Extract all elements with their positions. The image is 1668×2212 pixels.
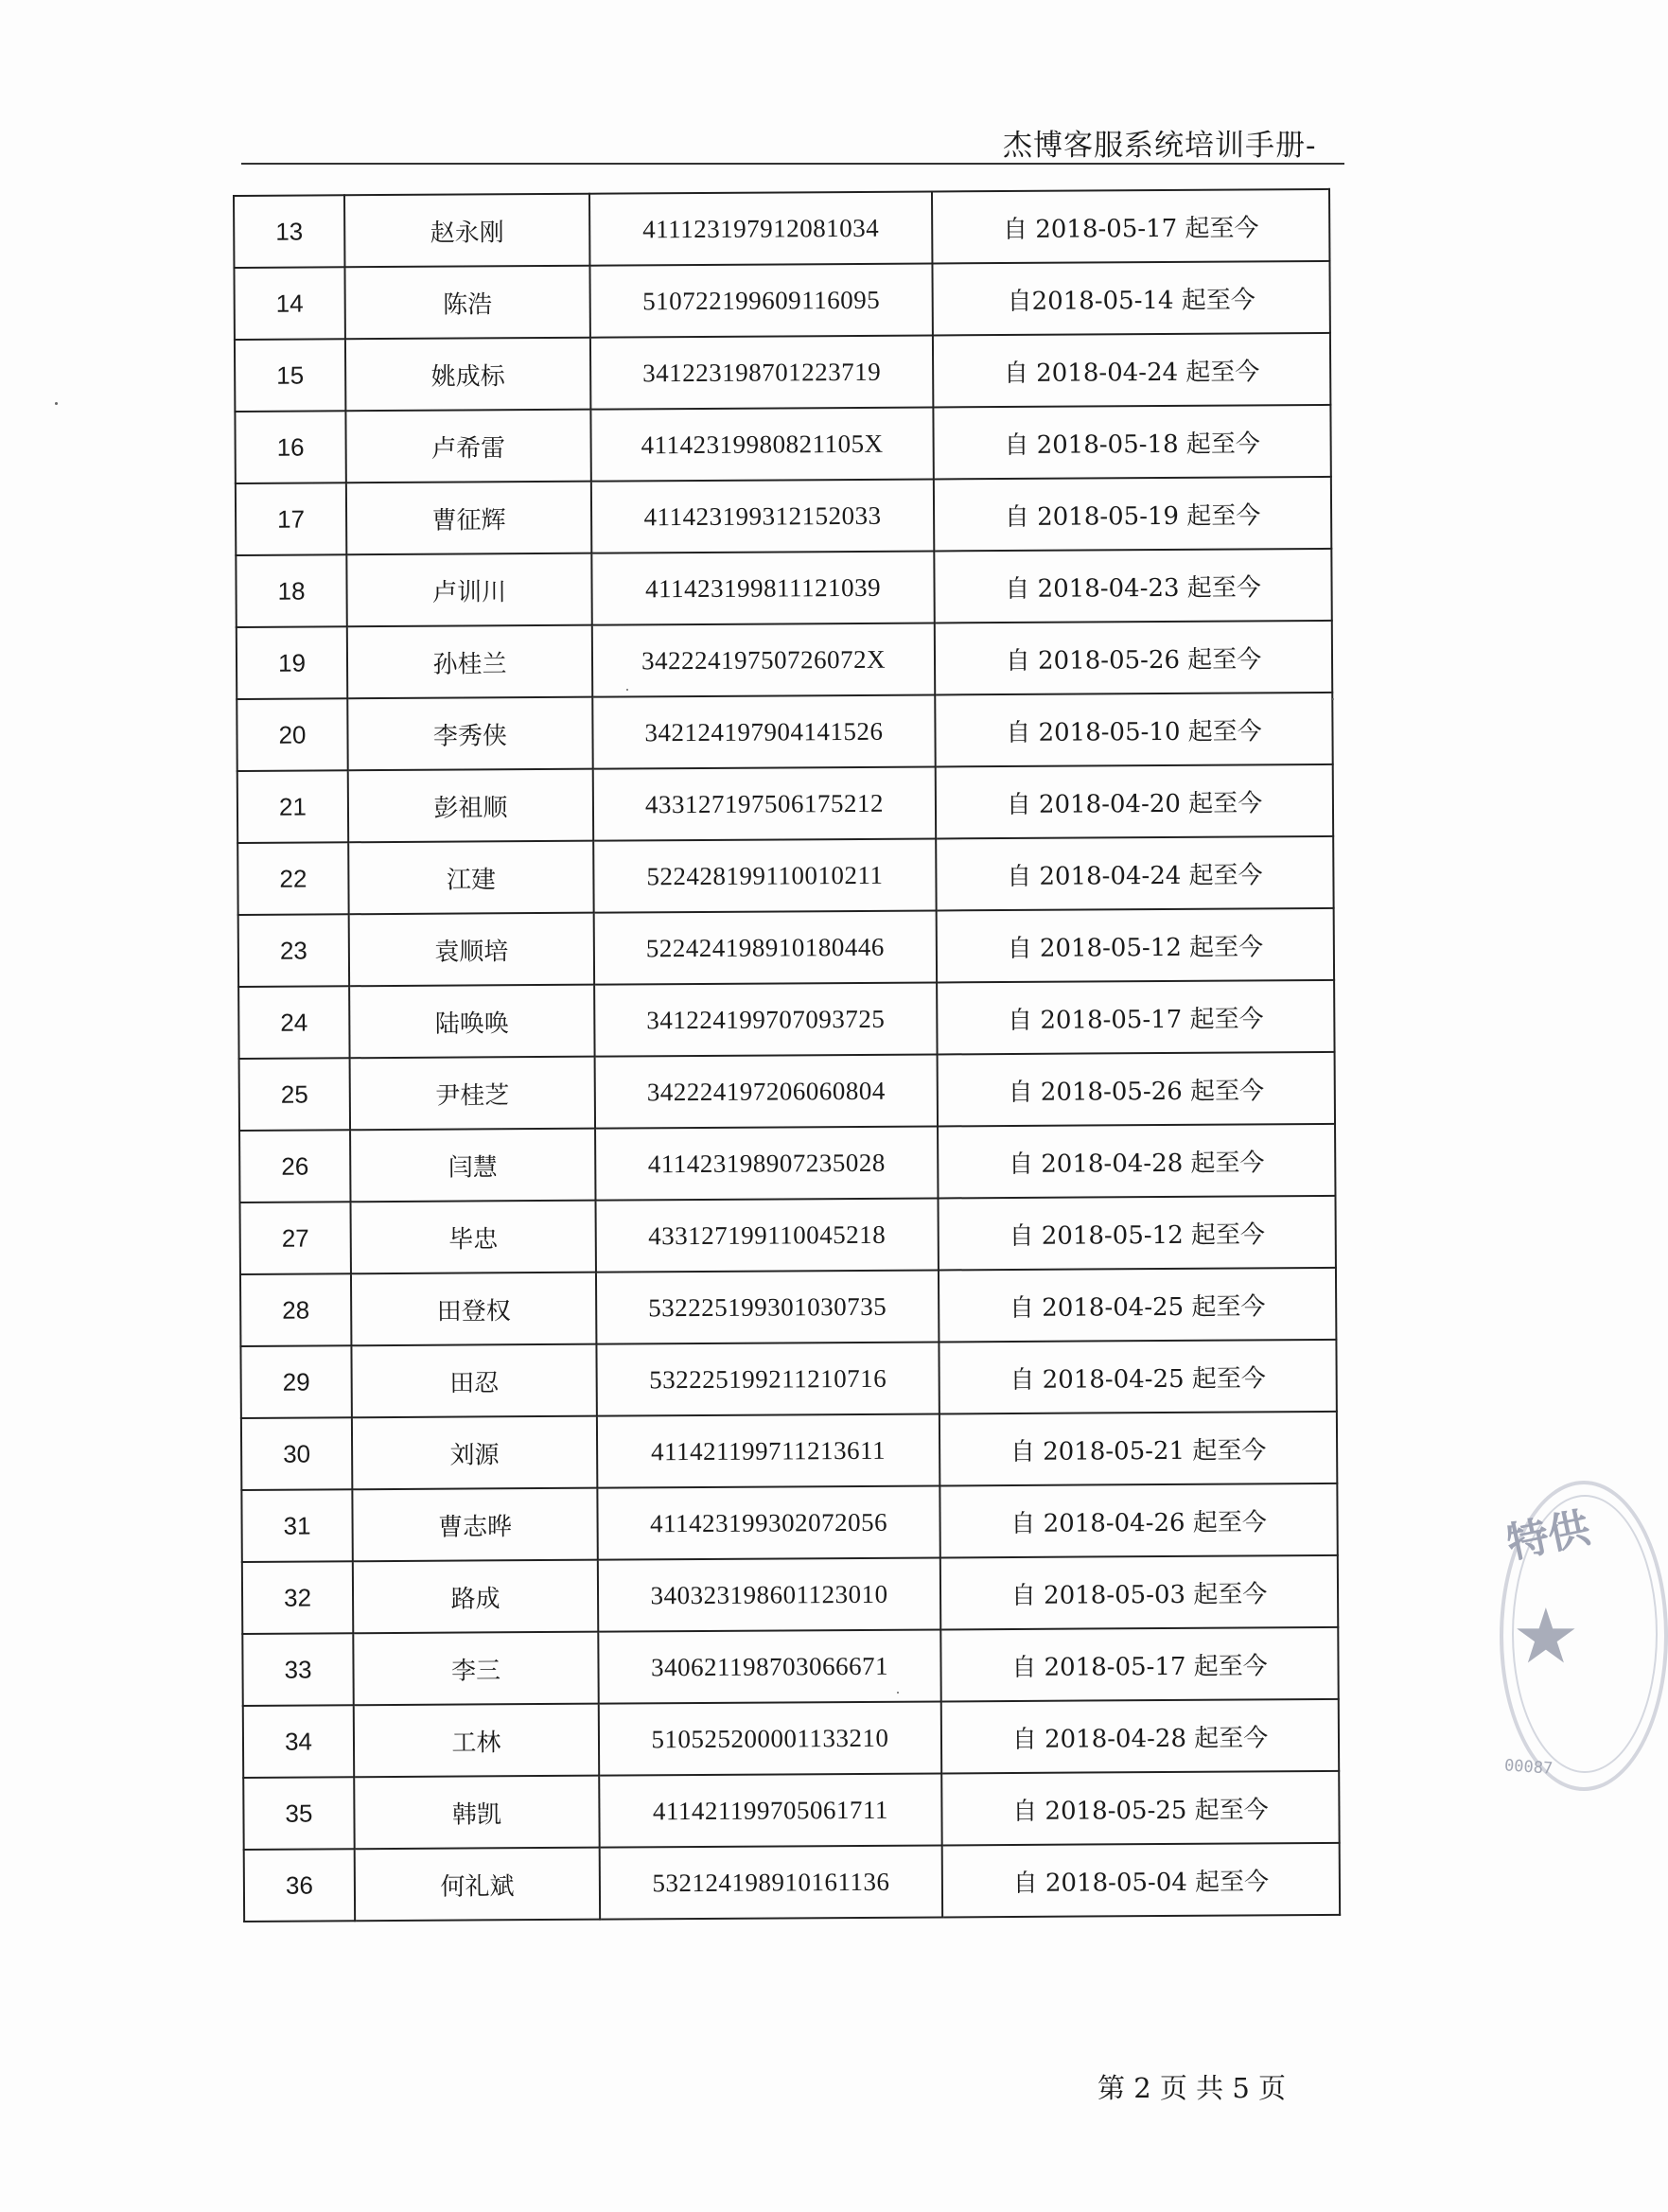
row-number: 31 (241, 1489, 352, 1562)
id-number: 341223198701223719 (590, 335, 933, 409)
row-number: 36 (244, 1849, 355, 1922)
employee-name: 韩凯 (354, 1776, 599, 1850)
id-number: 522428199110010211 (593, 838, 936, 912)
employee-table-container (233, 188, 1341, 1922)
row-number: 20 (237, 698, 347, 771)
id-number: 340621198703066671 (598, 1629, 940, 1703)
employee-table (233, 188, 1341, 1922)
employee-name: 李三 (353, 1632, 598, 1706)
row-number: 27 (240, 1202, 351, 1274)
id-number: 532124198910161136 (600, 1845, 942, 1919)
employee-name: 姚成标 (345, 338, 590, 412)
employee-table-body (234, 189, 1340, 1922)
table-row (237, 693, 1332, 771)
employee-name: 李秀侠 (347, 697, 592, 771)
employee-name: 袁顺培 (349, 913, 594, 987)
table-row (238, 980, 1334, 1059)
employee-name: 毕忠 (351, 1201, 596, 1274)
id-number: 411423199302072056 (597, 1485, 939, 1559)
table-row (241, 1412, 1337, 1490)
employment-period: 自 2018-04-24 起至今 (933, 333, 1330, 408)
employee-name: 江建 (348, 841, 593, 915)
scan-speck (1332, 698, 1334, 700)
table-row (235, 405, 1330, 483)
page-footer: 第 2 页 共 5 页 (1097, 2072, 1286, 2104)
id-number: 510722199609116095 (589, 263, 932, 337)
row-number: 25 (239, 1058, 350, 1131)
row-number: 26 (239, 1130, 350, 1203)
table-row (237, 764, 1333, 843)
employment-period: 自 2018-05-17 起至今 (940, 1627, 1338, 1702)
id-number: 341224199707093725 (594, 982, 937, 1056)
scan-speck (626, 689, 628, 691)
id-number: 411423199811121039 (591, 551, 934, 624)
table-row (237, 621, 1332, 699)
row-number: 23 (238, 914, 349, 987)
employment-period: 自 2018-04-28 起至今 (938, 1124, 1335, 1199)
table-row (237, 836, 1333, 915)
employment-period: 自 2018-05-26 起至今 (935, 621, 1332, 695)
employment-period: 自 2018-05-17 起至今 (932, 189, 1329, 264)
employment-period: 自 2018-05-12 起至今 (937, 908, 1334, 983)
row-number: 16 (235, 411, 345, 483)
employment-period: 自 2018-05-12 起至今 (938, 1196, 1335, 1271)
row-number: 13 (234, 195, 344, 268)
table-row (235, 333, 1330, 412)
employee-name: 陆唤唤 (349, 985, 594, 1059)
table-row (240, 1340, 1336, 1418)
employment-period: 自2018-05-14 起至今 (932, 261, 1329, 336)
id-number: 340323198601123010 (598, 1557, 940, 1631)
table-row (238, 908, 1334, 987)
id-number: 411423199312152033 (591, 479, 934, 553)
id-number: 342224197206060804 (595, 1054, 938, 1128)
table-row (242, 1555, 1338, 1634)
employee-name: 曹征辉 (346, 482, 591, 555)
employee-name: 何礼斌 (355, 1848, 600, 1922)
employment-period: 自 2018-05-26 起至今 (938, 1052, 1335, 1127)
row-number: 15 (235, 339, 345, 412)
scan-speck (55, 402, 58, 405)
employee-name: 路成 (353, 1560, 598, 1634)
employee-name: 尹桂芝 (350, 1057, 595, 1131)
row-number: 24 (238, 986, 349, 1059)
id-number: 532225199301030735 (596, 1270, 939, 1343)
row-number: 28 (240, 1273, 351, 1346)
row-number: 21 (237, 770, 348, 843)
row-number: 17 (236, 483, 346, 555)
row-number: 30 (241, 1417, 352, 1490)
id-number: 342124197904141526 (592, 694, 935, 768)
table-row (244, 1843, 1340, 1922)
employee-name: 陈浩 (344, 266, 589, 340)
employment-period: 自 2018-04-25 起至今 (939, 1340, 1336, 1414)
table-row (241, 1483, 1337, 1562)
employment-period: 自 2018-05-17 起至今 (937, 980, 1334, 1055)
id-number: 433127199110045218 (595, 1198, 938, 1272)
employee-name: 刘源 (352, 1416, 597, 1490)
id-number: 411423198907235028 (595, 1126, 938, 1200)
employee-name: 孙桂兰 (347, 625, 592, 699)
row-number: 18 (236, 554, 346, 627)
id-number: 532225199211210716 (596, 1342, 939, 1415)
employment-period: 自 2018-04-20 起至今 (936, 764, 1333, 839)
scan-speck (897, 1692, 899, 1694)
table-row (240, 1268, 1336, 1346)
star-icon: ★ (1512, 1592, 1580, 1680)
employment-period: 自 2018-05-19 起至今 (934, 477, 1331, 552)
id-number: 411421199705061711 (599, 1773, 941, 1847)
employment-period: 自 2018-04-23 起至今 (934, 549, 1331, 623)
id-number: 411123197912081034 (589, 191, 932, 265)
employee-name: 工林 (354, 1704, 599, 1778)
document-header-title: 杰博客服系统培训手册- (1003, 129, 1317, 163)
employee-name: 卢训川 (346, 553, 591, 627)
header-rule (241, 163, 1344, 165)
id-number: 411421199711213611 (597, 1413, 939, 1487)
employment-period: 自 2018-04-24 起至今 (936, 836, 1333, 911)
table-row (234, 261, 1329, 340)
employment-period: 自 2018-05-04 起至今 (942, 1843, 1340, 1918)
employment-period: 自 2018-05-18 起至今 (933, 405, 1330, 480)
table-row (239, 1124, 1335, 1203)
employment-period: 自 2018-05-25 起至今 (941, 1771, 1339, 1846)
table-row (234, 189, 1329, 268)
table-row (242, 1627, 1338, 1706)
employment-period: 自 2018-04-25 起至今 (939, 1268, 1336, 1343)
table-row (243, 1771, 1339, 1850)
employee-name: 田登权 (351, 1273, 596, 1346)
id-number: 34222419750726072X (592, 623, 935, 696)
table-row (236, 477, 1331, 555)
employment-period: 自 2018-04-28 起至今 (941, 1699, 1339, 1774)
employee-name: 彭祖顺 (348, 769, 593, 843)
row-number: 33 (242, 1633, 353, 1706)
row-number: 29 (240, 1345, 351, 1418)
employee-name: 卢希雷 (345, 410, 590, 483)
employee-name: 曹志晔 (352, 1488, 597, 1562)
row-number: 22 (237, 842, 348, 915)
official-seal-text: 特供 (1502, 1503, 1594, 1569)
table-row (236, 549, 1331, 627)
id-number: 522424198910180446 (594, 910, 937, 984)
employment-period: 自 2018-04-26 起至今 (939, 1483, 1337, 1558)
employee-name: 赵永刚 (344, 194, 589, 268)
table-row (239, 1052, 1335, 1131)
official-seal-code: 00087 (1503, 1756, 1554, 1779)
row-number: 34 (243, 1705, 354, 1778)
employee-name: 田忍 (351, 1344, 596, 1418)
id-number: 433127197506175212 (593, 766, 936, 840)
row-number: 32 (242, 1561, 353, 1634)
row-number: 35 (243, 1777, 354, 1850)
table-row (240, 1196, 1336, 1274)
id-number: 41142319980821105X (590, 407, 933, 481)
employment-period: 自 2018-05-21 起至今 (939, 1412, 1337, 1486)
employment-period: 自 2018-05-03 起至今 (940, 1555, 1338, 1630)
id-number: 510525200001133210 (599, 1701, 941, 1775)
employment-period: 自 2018-05-10 起至今 (935, 693, 1332, 767)
table-row (243, 1699, 1339, 1778)
row-number: 14 (234, 267, 344, 340)
row-number: 19 (237, 626, 347, 699)
employee-name: 闫慧 (350, 1129, 595, 1203)
